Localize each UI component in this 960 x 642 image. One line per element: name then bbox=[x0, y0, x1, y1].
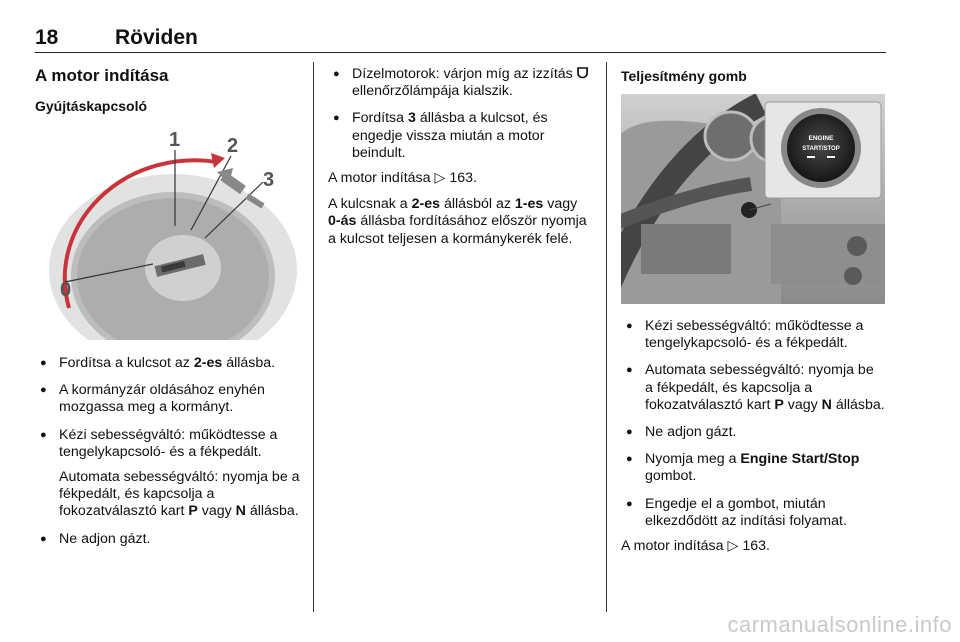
list-item: ● Engedje el a gombot, miután elkezdődött az indítási folyamat. bbox=[621, 496, 885, 530]
left-column-text bbox=[35, 355, 303, 558]
list-item: ● Ne adjon gázt. bbox=[621, 424, 885, 441]
list-item: ● Nyomja meg a Engine Start/Stop gombot. bbox=[621, 451, 885, 485]
chapter-title: Röviden bbox=[115, 26, 198, 49]
list-item: ● Ne adjon gázt. bbox=[35, 531, 303, 548]
diagram-label-2: 2 bbox=[227, 135, 239, 157]
subsection-title-power-button: Teljesítmény gomb bbox=[621, 68, 747, 84]
column-divider-2 bbox=[606, 62, 607, 612]
subsection-title-ignition: Gyújtáskapcsoló bbox=[35, 98, 148, 114]
right-column-text bbox=[621, 318, 885, 564]
list-item: ● Fordítsa 3 állásba a kulcsot, és engedje vissza miután a motor beindult. bbox=[328, 110, 593, 162]
watermark: carmanualsonline.info bbox=[727, 612, 952, 637]
list-item: ● Dízelmotorok: várjon míg az izzítás ᗜ ellenőrzőlámpája kialszik. bbox=[328, 66, 593, 100]
diagram-label-1: 1 bbox=[169, 129, 181, 151]
header-rule bbox=[35, 52, 886, 53]
list-item: ● Kézi sebességváltó: működtesse a tengelykapcsoló- és a fékpedált. bbox=[621, 318, 885, 352]
button-label-engine: ENGINE bbox=[808, 135, 834, 142]
diagram-label-3: 3 bbox=[263, 169, 275, 191]
button-label-start-stop: START/STOP bbox=[802, 146, 840, 152]
page-number: 18 bbox=[35, 26, 59, 49]
list-item: ● Fordítsa a kulcsot az 2-es állásba. bbox=[35, 355, 303, 372]
column-divider-1 bbox=[313, 62, 314, 612]
middle-column-text bbox=[328, 66, 593, 257]
diagram-label-0: 0 bbox=[60, 279, 72, 301]
section-title: A motor indítása bbox=[35, 66, 169, 85]
cross-reference: A motor indítása ▷ 163. bbox=[328, 170, 477, 187]
list-item: ● Kézi sebességváltó: működtesse a tengelykapcsoló- és a fékpedált. Automata sebességváltó: nyomja be a fékpedált, és kapcsolja a fokozatválasztó kart P vagy N állásba. bbox=[35, 427, 303, 521]
paragraph: A kulcsnak a 2-es állásból az 1-es vagy 0-ás állásba fordításához először nyomja a kulcsot teljesen a kormánykerék felé. bbox=[328, 196, 587, 247]
list-item: ● Automata sebességváltó: nyomja be a fékpedált, és kapcsolja a fokozatválasztó kart P vagy N állásba. bbox=[621, 362, 885, 414]
engine-start-button-photo bbox=[621, 94, 885, 309]
ignition-switch-diagram bbox=[35, 122, 297, 345]
glow-plug-icon: ᗜ bbox=[576, 66, 589, 82]
cross-reference: A motor indítása ▷ 163. bbox=[621, 538, 770, 555]
list-item: ● A kormányzár oldásához enyhén mozgassa meg a kormányt. bbox=[35, 382, 303, 416]
